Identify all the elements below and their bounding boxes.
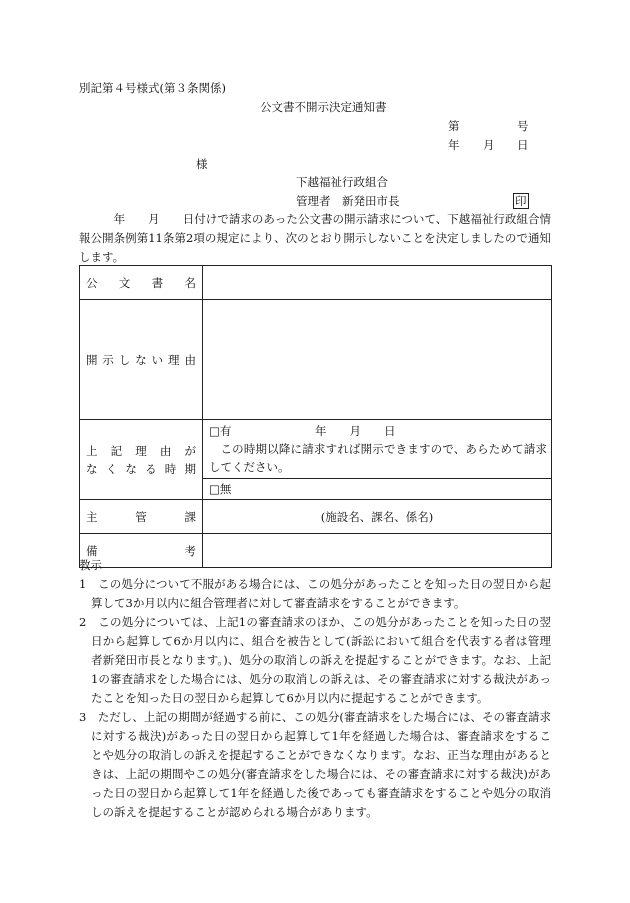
label-period [80,420,203,500]
label-char: が [184,443,196,458]
value-period-no [203,479,552,500]
date-month: 月 [483,138,495,152]
option-no-checkbox: □無 [209,482,232,496]
manager-name: 新発田市長 [342,194,400,208]
notice-item-1: 1 この処分について不服がある場合には、この処分があったことを知った日の翌日から起算して3か月以内に組合管理者に対して審査請求をすることができます。 [79,577,551,610]
seal-mark: 印 [515,194,527,208]
label-reason [80,300,203,420]
notice-section [79,556,551,822]
row-period [80,420,552,479]
manager-label: 管理者 [296,194,331,208]
row-document-name [80,266,552,300]
label-char: 示 [102,352,114,367]
period-note: この時期以降に請求すれば開示できますので、あらためて請求してください。 [209,442,547,474]
label-char: な [86,461,98,476]
decision-table [79,265,552,568]
label-char: 公 [86,275,98,290]
document-title: 公文書不開示決定通知書 [260,100,387,114]
label-char: 理 [168,352,180,367]
value-department: (施設名、課名、係名) [203,500,552,534]
recipient-honorific: 様 [196,157,208,171]
label-char: 時 [164,461,177,476]
label-char: 上 [86,443,98,458]
label-char: 由 [184,352,196,367]
row-reason [80,300,552,420]
label-char: 開 [86,352,98,367]
label-char: な [135,352,147,367]
label-char: 管 [135,509,147,524]
label-char: い [151,352,164,367]
label-char: 書 [151,275,164,290]
organization-name: 下越福祉行政組合 [296,175,388,189]
value-period-yes [203,420,552,479]
label-char: し [118,352,131,367]
label-char: 期 [184,461,196,476]
notice-item-2: 2 この処分については、上記1の審査請求のほか、この処分があったことを知った日の翌日から起算して6か月以内に、組合を被告として(訴訟において組合を代表する者は管理者新発田市長となります。)、処分の取消しの訴えを提起することができます。なお、上記1の審査請求をした場合には、処分の取消しの訴えは、その審査請求に対する裁決があったことを知った日の翌日から起算して6か月以内に提起することができます。 [79,615,551,705]
label-char: 考 [184,543,196,558]
label-char: 理 [135,443,147,458]
body-paragraph: 年 月 日付けで請求のあった公文書の開示請求について、下越福祉行政組合情報公開条例第11条第2項の規定により、次のとおり開示しないことを決定しましたので通知します。 [79,212,551,264]
number-dai: 第 [448,119,460,133]
notice-item-3: 3 ただし、上記の期間が経過する前に、この処分(審査請求をした場合には、その審査請求に対する裁決)があった日の翌日から起算して1年を経過した場合は、審査請求をすることや処分の取消しの訴えを提起することができなくなります。なお、正当な理由があるときは、上記の期間やこの処分(審査請求をした場合には、その審査請求に対する裁決)があった日の翌日から起算して1年を経過した後であっても審査請求をすることや処分の取消しの訴えを提起することが認められる場合があります。 [79,710,551,819]
value-document-name [203,266,552,300]
row-department [80,500,552,534]
label-document-name [80,266,203,300]
option-yes-checkbox: □有 [209,424,232,438]
label-char: 備 [86,543,98,558]
label-char: 名 [184,275,196,290]
label-char: 記 [110,443,123,458]
form-label: 別記第４号様式(第３条関係) [79,81,226,95]
label-char: 文 [118,275,131,290]
label-char: 主 [86,509,98,524]
label-department [80,500,203,534]
notice-heading: 教示 [79,558,102,572]
date-year: 年 [448,138,460,152]
label-char: る [145,461,157,476]
label-char: 課 [184,509,196,524]
label-char: く [105,461,118,476]
label-char: な [125,461,137,476]
period-date: 年 月 日 [315,424,396,438]
date-day: 日 [517,138,529,152]
number-go: 号 [517,119,529,133]
value-reason [203,300,552,420]
label-char: 由 [159,443,172,458]
